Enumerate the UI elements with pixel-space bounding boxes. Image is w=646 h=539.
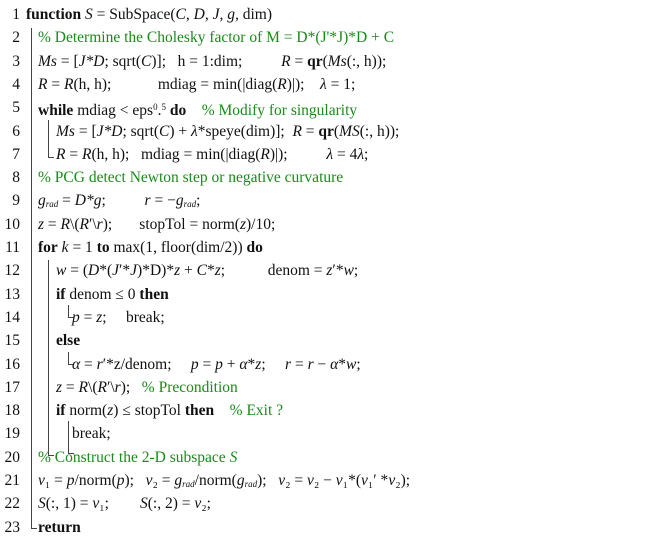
line-number: 11 xyxy=(5,239,20,256)
code-text: Ms = [J*D; sqrt(C)]; h = 1:dim; R = qr(Ms(:, h)); xyxy=(38,52,387,70)
code-text: R = R(h, h); mdiag = min(|diag(R)|); λ = 1; xyxy=(38,75,356,93)
function-scope-bar xyxy=(31,28,32,528)
code-text: p = z; break; xyxy=(72,308,165,326)
code-text: while mdiag < eps$^0$.$^5$ do % Modify for singularity xyxy=(38,102,358,120)
line-number: 6 xyxy=(12,122,20,140)
line-number: 15 xyxy=(4,332,20,350)
line-number: 4 xyxy=(12,75,20,93)
line-number: 12 xyxy=(4,262,20,280)
line-number: 7 xyxy=(12,145,20,163)
code-text: for k = 1 to max(1, floor(dim/2)) do xyxy=(38,239,263,256)
line-number: 10 xyxy=(4,215,20,233)
line-number: 8 xyxy=(12,169,20,187)
code-text: α = r′*z/denom; p = p + α*z; r = r − α*w; xyxy=(72,355,361,373)
code-text: return xyxy=(38,518,81,536)
code-text: z = R\(R′\r); stopTol = norm(z)/10; xyxy=(38,215,276,233)
code-text: % PCG detect Newton step or negative curvature xyxy=(38,169,344,187)
line-number: 17 xyxy=(4,378,20,396)
code-text: S(:, 1) = v₁; S(:, 2) = v₂; xyxy=(38,495,211,513)
line-number: 18 xyxy=(4,402,20,420)
line-number: 23 xyxy=(4,518,20,536)
line-number: 9 xyxy=(12,192,20,210)
line-number: 21 xyxy=(4,472,20,489)
if-scope-bar xyxy=(68,305,69,317)
while-scope-end xyxy=(48,157,54,158)
line-number: 20 xyxy=(4,448,20,466)
code-text: else xyxy=(56,332,81,350)
code-text: function S = SubSpace(C, D, J, g, dim) xyxy=(26,6,272,23)
line-number: 22 xyxy=(4,495,20,513)
code-text: v₁ = p/norm(p); $v_2 = g_{rad}/norm(g_{rad})$; v₂ = v₂ − v₁*(v₁′ *v₂); xyxy=(38,472,411,489)
code-text: % Determine the Cholesky factor of M = D*(J'*J)*D + C xyxy=(38,29,395,47)
code-text: if norm(z) ≤ stopTol then % Exit ? xyxy=(56,402,284,420)
code-text: w = (D*(J′*J)*D)*z + C*z; denom = z′*w; xyxy=(56,262,359,280)
while-scope-bar xyxy=(48,120,49,157)
function-scope-end xyxy=(31,528,37,529)
line-number: 3 xyxy=(12,52,20,70)
code-text: if denom ≤ 0 then xyxy=(56,285,169,303)
code-text: % Construct the 2-D subspace S xyxy=(38,448,238,466)
line-number: 14 xyxy=(4,308,20,326)
line-number: 16 xyxy=(4,355,20,373)
code-text: break; xyxy=(72,425,111,443)
line-number: 19 xyxy=(4,425,20,443)
line-number: 5 xyxy=(12,99,20,117)
for-scope-bar xyxy=(48,260,49,455)
code-text: Ms = [J*D; sqrt(C) + λ*speye(dim)]; R = qr(MS(:, h)); xyxy=(56,122,400,140)
else-scope-bar xyxy=(68,352,69,364)
line-number: 2 xyxy=(12,29,20,47)
line-number: 13 xyxy=(4,285,20,303)
code-text: z = R\(R′\r); % Precondition xyxy=(56,378,238,396)
code-text: $g_{rad} = D*g$; $r = -g_{rad}$; xyxy=(38,192,201,210)
line-number: 1 xyxy=(12,6,20,23)
code-text: R = R(h, h); mdiag = min(|diag(R)|); λ = 4λ; xyxy=(56,145,369,163)
